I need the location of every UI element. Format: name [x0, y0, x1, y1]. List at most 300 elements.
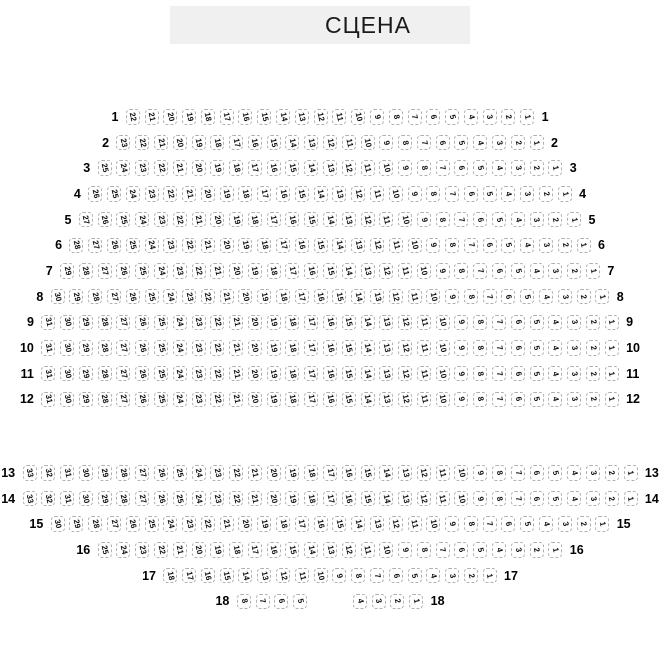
seat[interactable] — [586, 465, 600, 481]
seat[interactable] — [379, 491, 393, 507]
seat[interactable] — [98, 465, 112, 481]
seat[interactable] — [436, 315, 450, 331]
seat[interactable] — [389, 238, 403, 254]
seat[interactable] — [314, 289, 328, 305]
seat[interactable] — [210, 392, 224, 408]
seat[interactable] — [135, 340, 149, 356]
seat[interactable] — [98, 340, 112, 356]
seat[interactable] — [398, 491, 412, 507]
seat[interactable] — [361, 315, 375, 331]
seat[interactable] — [201, 109, 215, 125]
seat[interactable] — [332, 289, 346, 305]
seat[interactable] — [238, 289, 252, 305]
seat[interactable] — [304, 315, 318, 331]
seat[interactable] — [304, 263, 318, 279]
seat[interactable] — [445, 109, 459, 125]
seat[interactable] — [51, 516, 65, 532]
seat[interactable] — [351, 109, 365, 125]
seat[interactable] — [238, 516, 252, 532]
seat[interactable] — [79, 212, 93, 228]
seat[interactable] — [192, 340, 206, 356]
seat[interactable] — [182, 568, 196, 584]
seat[interactable] — [248, 491, 262, 507]
seat[interactable] — [126, 289, 140, 305]
seat[interactable] — [342, 491, 356, 507]
seat[interactable] — [454, 315, 468, 331]
seat[interactable] — [361, 263, 375, 279]
seat[interactable] — [285, 315, 299, 331]
seat[interactable] — [351, 186, 365, 202]
seat[interactable] — [126, 109, 140, 125]
seat[interactable] — [323, 340, 337, 356]
seat[interactable] — [408, 109, 422, 125]
seat[interactable] — [116, 263, 130, 279]
seat[interactable] — [304, 366, 318, 382]
seat[interactable] — [511, 392, 525, 408]
seat[interactable] — [98, 491, 112, 507]
seat[interactable] — [274, 594, 288, 610]
seat[interactable] — [492, 542, 506, 558]
seat[interactable] — [436, 340, 450, 356]
seat[interactable] — [473, 542, 487, 558]
seat[interactable] — [389, 186, 403, 202]
seat[interactable] — [530, 160, 544, 176]
seat[interactable] — [511, 542, 525, 558]
seat[interactable] — [154, 160, 168, 176]
seat[interactable] — [361, 392, 375, 408]
seat[interactable] — [60, 465, 74, 481]
seat[interactable] — [398, 212, 412, 228]
seat[interactable] — [379, 135, 393, 151]
seat[interactable] — [409, 594, 423, 610]
seat[interactable] — [548, 340, 562, 356]
seat[interactable] — [238, 109, 252, 125]
seat[interactable] — [605, 392, 619, 408]
seat[interactable] — [379, 263, 393, 279]
seat[interactable] — [79, 263, 93, 279]
seat[interactable] — [201, 289, 215, 305]
seat[interactable] — [173, 465, 187, 481]
seat[interactable] — [548, 263, 562, 279]
seat[interactable] — [285, 465, 299, 481]
seat[interactable] — [285, 212, 299, 228]
seat[interactable] — [295, 186, 309, 202]
seat[interactable] — [154, 315, 168, 331]
seat[interactable] — [454, 160, 468, 176]
seat[interactable] — [248, 340, 262, 356]
seat[interactable] — [79, 491, 93, 507]
seat[interactable] — [379, 160, 393, 176]
seat[interactable] — [342, 340, 356, 356]
seat[interactable] — [257, 186, 271, 202]
seat[interactable] — [248, 160, 262, 176]
seat[interactable] — [210, 212, 224, 228]
seat[interactable] — [304, 392, 318, 408]
seat[interactable] — [238, 568, 252, 584]
seat[interactable] — [379, 315, 393, 331]
seat[interactable] — [567, 491, 581, 507]
seat[interactable] — [173, 542, 187, 558]
seat[interactable] — [567, 366, 581, 382]
seat[interactable] — [41, 491, 55, 507]
seat[interactable] — [314, 109, 328, 125]
seat[interactable] — [342, 465, 356, 481]
seat[interactable] — [285, 160, 299, 176]
seat[interactable] — [88, 238, 102, 254]
seat[interactable] — [558, 186, 572, 202]
seat[interactable] — [210, 263, 224, 279]
seat[interactable] — [464, 516, 478, 532]
seat[interactable] — [237, 594, 251, 610]
seat[interactable] — [107, 186, 121, 202]
seat[interactable] — [304, 542, 318, 558]
seat[interactable] — [248, 542, 262, 558]
seat[interactable] — [454, 542, 468, 558]
seat[interactable] — [605, 366, 619, 382]
seat[interactable] — [182, 289, 196, 305]
seat[interactable] — [539, 516, 553, 532]
seat[interactable] — [511, 340, 525, 356]
seat[interactable] — [173, 340, 187, 356]
seat[interactable] — [436, 263, 450, 279]
seat[interactable] — [173, 263, 187, 279]
seat[interactable] — [304, 160, 318, 176]
seat[interactable] — [511, 465, 525, 481]
seat[interactable] — [408, 186, 422, 202]
seat[interactable] — [257, 109, 271, 125]
seat[interactable] — [60, 366, 74, 382]
seat[interactable] — [257, 568, 271, 584]
seat[interactable] — [351, 238, 365, 254]
seat[interactable] — [436, 366, 450, 382]
seat[interactable] — [492, 366, 506, 382]
seat[interactable] — [295, 516, 309, 532]
seat[interactable] — [417, 465, 431, 481]
seat[interactable] — [41, 315, 55, 331]
seat[interactable] — [548, 542, 562, 558]
seat[interactable] — [220, 186, 234, 202]
seat[interactable] — [229, 392, 243, 408]
seat[interactable] — [257, 289, 271, 305]
seat[interactable] — [163, 568, 177, 584]
seat[interactable] — [436, 465, 450, 481]
seat[interactable] — [595, 516, 609, 532]
seat[interactable] — [501, 238, 515, 254]
seat[interactable] — [154, 263, 168, 279]
seat[interactable] — [361, 491, 375, 507]
seat[interactable] — [135, 263, 149, 279]
seat[interactable] — [323, 212, 337, 228]
seat[interactable] — [332, 568, 346, 584]
seat[interactable] — [304, 212, 318, 228]
seat[interactable] — [379, 212, 393, 228]
seat[interactable] — [372, 594, 386, 610]
seat[interactable] — [79, 340, 93, 356]
seat[interactable] — [492, 135, 506, 151]
seat[interactable] — [351, 289, 365, 305]
seat[interactable] — [79, 392, 93, 408]
seat[interactable] — [436, 135, 450, 151]
seat[interactable] — [220, 568, 234, 584]
seat[interactable] — [257, 516, 271, 532]
seat[interactable] — [220, 516, 234, 532]
seat[interactable] — [605, 491, 619, 507]
seat[interactable] — [530, 212, 544, 228]
seat[interactable] — [267, 212, 281, 228]
seat[interactable] — [295, 238, 309, 254]
seat[interactable] — [426, 238, 440, 254]
seat[interactable] — [98, 212, 112, 228]
seat[interactable] — [473, 340, 487, 356]
seat[interactable] — [295, 568, 309, 584]
seat[interactable] — [229, 491, 243, 507]
seat[interactable] — [342, 160, 356, 176]
seat[interactable] — [295, 109, 309, 125]
seat[interactable] — [192, 366, 206, 382]
seat[interactable] — [530, 340, 544, 356]
seat[interactable] — [361, 366, 375, 382]
seat[interactable] — [520, 289, 534, 305]
seat[interactable] — [586, 392, 600, 408]
seat[interactable] — [304, 135, 318, 151]
seat[interactable] — [135, 465, 149, 481]
seat[interactable] — [426, 568, 440, 584]
seat[interactable] — [154, 465, 168, 481]
seat[interactable] — [79, 366, 93, 382]
seat[interactable] — [173, 491, 187, 507]
seat[interactable] — [23, 491, 37, 507]
seat[interactable] — [332, 238, 346, 254]
seat[interactable] — [492, 392, 506, 408]
seat[interactable] — [520, 109, 534, 125]
seat[interactable] — [398, 465, 412, 481]
seat[interactable] — [41, 465, 55, 481]
seat[interactable] — [370, 568, 384, 584]
seat[interactable] — [605, 465, 619, 481]
seat[interactable] — [323, 315, 337, 331]
seat[interactable] — [548, 465, 562, 481]
seat[interactable] — [417, 212, 431, 228]
seat[interactable] — [51, 289, 65, 305]
seat[interactable] — [276, 238, 290, 254]
seat[interactable] — [398, 263, 412, 279]
seat[interactable] — [370, 109, 384, 125]
seat[interactable] — [398, 135, 412, 151]
seat[interactable] — [323, 160, 337, 176]
seat[interactable] — [192, 212, 206, 228]
seat[interactable] — [192, 491, 206, 507]
seat[interactable] — [126, 186, 140, 202]
seat[interactable] — [145, 289, 159, 305]
seat[interactable] — [501, 516, 515, 532]
seat[interactable] — [454, 392, 468, 408]
seat[interactable] — [370, 238, 384, 254]
seat[interactable] — [285, 491, 299, 507]
seat[interactable] — [229, 542, 243, 558]
seat[interactable] — [389, 289, 403, 305]
seat[interactable] — [88, 516, 102, 532]
seat[interactable] — [145, 109, 159, 125]
seat[interactable] — [379, 340, 393, 356]
seat[interactable] — [201, 516, 215, 532]
seat[interactable] — [173, 212, 187, 228]
seat[interactable] — [323, 366, 337, 382]
seat[interactable] — [332, 516, 346, 532]
seat[interactable] — [285, 542, 299, 558]
seat[interactable] — [98, 263, 112, 279]
seat[interactable] — [182, 109, 196, 125]
seat[interactable] — [351, 568, 365, 584]
seat[interactable] — [530, 542, 544, 558]
seat[interactable] — [473, 392, 487, 408]
seat[interactable] — [492, 315, 506, 331]
seat[interactable] — [163, 238, 177, 254]
seat[interactable] — [267, 160, 281, 176]
seat[interactable] — [436, 491, 450, 507]
seat[interactable] — [398, 392, 412, 408]
seat[interactable] — [473, 315, 487, 331]
seat[interactable] — [304, 465, 318, 481]
seat[interactable] — [248, 135, 262, 151]
seat[interactable] — [98, 160, 112, 176]
seat[interactable] — [323, 263, 337, 279]
seat[interactable] — [285, 340, 299, 356]
seat[interactable] — [530, 263, 544, 279]
seat[interactable] — [163, 109, 177, 125]
seat[interactable] — [210, 542, 224, 558]
seat[interactable] — [492, 465, 506, 481]
seat[interactable] — [342, 392, 356, 408]
seat[interactable] — [454, 465, 468, 481]
seat[interactable] — [154, 491, 168, 507]
seat[interactable] — [23, 465, 37, 481]
seat[interactable] — [116, 465, 130, 481]
seat[interactable] — [69, 289, 83, 305]
seat[interactable] — [98, 542, 112, 558]
seat[interactable] — [163, 516, 177, 532]
seat[interactable] — [248, 212, 262, 228]
seat[interactable] — [220, 289, 234, 305]
seat[interactable] — [464, 568, 478, 584]
seat[interactable] — [342, 366, 356, 382]
seat[interactable] — [267, 263, 281, 279]
seat[interactable] — [473, 160, 487, 176]
seat[interactable] — [135, 160, 149, 176]
seat[interactable] — [257, 238, 271, 254]
seat[interactable] — [248, 263, 262, 279]
seat[interactable] — [201, 568, 215, 584]
seat[interactable] — [567, 212, 581, 228]
seat[interactable] — [389, 109, 403, 125]
seat[interactable] — [60, 340, 74, 356]
seat[interactable] — [492, 160, 506, 176]
seat[interactable] — [304, 340, 318, 356]
seat[interactable] — [398, 160, 412, 176]
seat[interactable] — [408, 516, 422, 532]
seat[interactable] — [173, 366, 187, 382]
seat[interactable] — [220, 109, 234, 125]
seat[interactable] — [454, 212, 468, 228]
seat[interactable] — [464, 238, 478, 254]
seat[interactable] — [332, 109, 346, 125]
seat[interactable] — [417, 263, 431, 279]
seat[interactable] — [229, 366, 243, 382]
seat[interactable] — [342, 542, 356, 558]
seat[interactable] — [361, 160, 375, 176]
seat[interactable] — [586, 366, 600, 382]
seat[interactable] — [238, 238, 252, 254]
seat[interactable] — [126, 516, 140, 532]
seat[interactable] — [473, 465, 487, 481]
seat[interactable] — [454, 263, 468, 279]
seat[interactable] — [69, 516, 83, 532]
seat[interactable] — [60, 315, 74, 331]
seat[interactable] — [530, 366, 544, 382]
seat[interactable] — [107, 516, 121, 532]
seat[interactable] — [520, 186, 534, 202]
seat[interactable] — [501, 109, 515, 125]
seat[interactable] — [154, 135, 168, 151]
seat[interactable] — [192, 542, 206, 558]
seat[interactable] — [229, 465, 243, 481]
seat[interactable] — [276, 568, 290, 584]
seat[interactable] — [464, 109, 478, 125]
seat[interactable] — [473, 135, 487, 151]
seat[interactable] — [267, 315, 281, 331]
seat[interactable] — [483, 568, 497, 584]
seat[interactable] — [323, 135, 337, 151]
seat[interactable] — [41, 340, 55, 356]
seat[interactable] — [558, 289, 572, 305]
seat[interactable] — [116, 366, 130, 382]
seat[interactable] — [530, 135, 544, 151]
seat[interactable] — [135, 366, 149, 382]
seat[interactable] — [210, 135, 224, 151]
seat[interactable] — [267, 392, 281, 408]
seat[interactable] — [417, 340, 431, 356]
seat[interactable] — [79, 315, 93, 331]
seat[interactable] — [267, 135, 281, 151]
seat[interactable] — [116, 135, 130, 151]
seat[interactable] — [548, 212, 562, 228]
seat[interactable] — [398, 542, 412, 558]
seat[interactable] — [483, 186, 497, 202]
seat[interactable] — [173, 160, 187, 176]
seat[interactable] — [370, 289, 384, 305]
seat[interactable] — [342, 135, 356, 151]
seat[interactable] — [154, 212, 168, 228]
seat[interactable] — [483, 238, 497, 254]
seat[interactable] — [577, 289, 591, 305]
seat[interactable] — [229, 315, 243, 331]
seat[interactable] — [426, 516, 440, 532]
seat[interactable] — [201, 238, 215, 254]
seat[interactable] — [135, 542, 149, 558]
seat[interactable] — [98, 315, 112, 331]
seat[interactable] — [351, 516, 365, 532]
seat[interactable] — [539, 289, 553, 305]
seat[interactable] — [473, 212, 487, 228]
seat[interactable] — [417, 135, 431, 151]
seat[interactable] — [473, 491, 487, 507]
seat[interactable] — [567, 465, 581, 481]
seat[interactable] — [530, 491, 544, 507]
seat[interactable] — [41, 366, 55, 382]
seat[interactable] — [210, 160, 224, 176]
seat[interactable] — [229, 160, 243, 176]
seat[interactable] — [445, 568, 459, 584]
seat[interactable] — [173, 135, 187, 151]
